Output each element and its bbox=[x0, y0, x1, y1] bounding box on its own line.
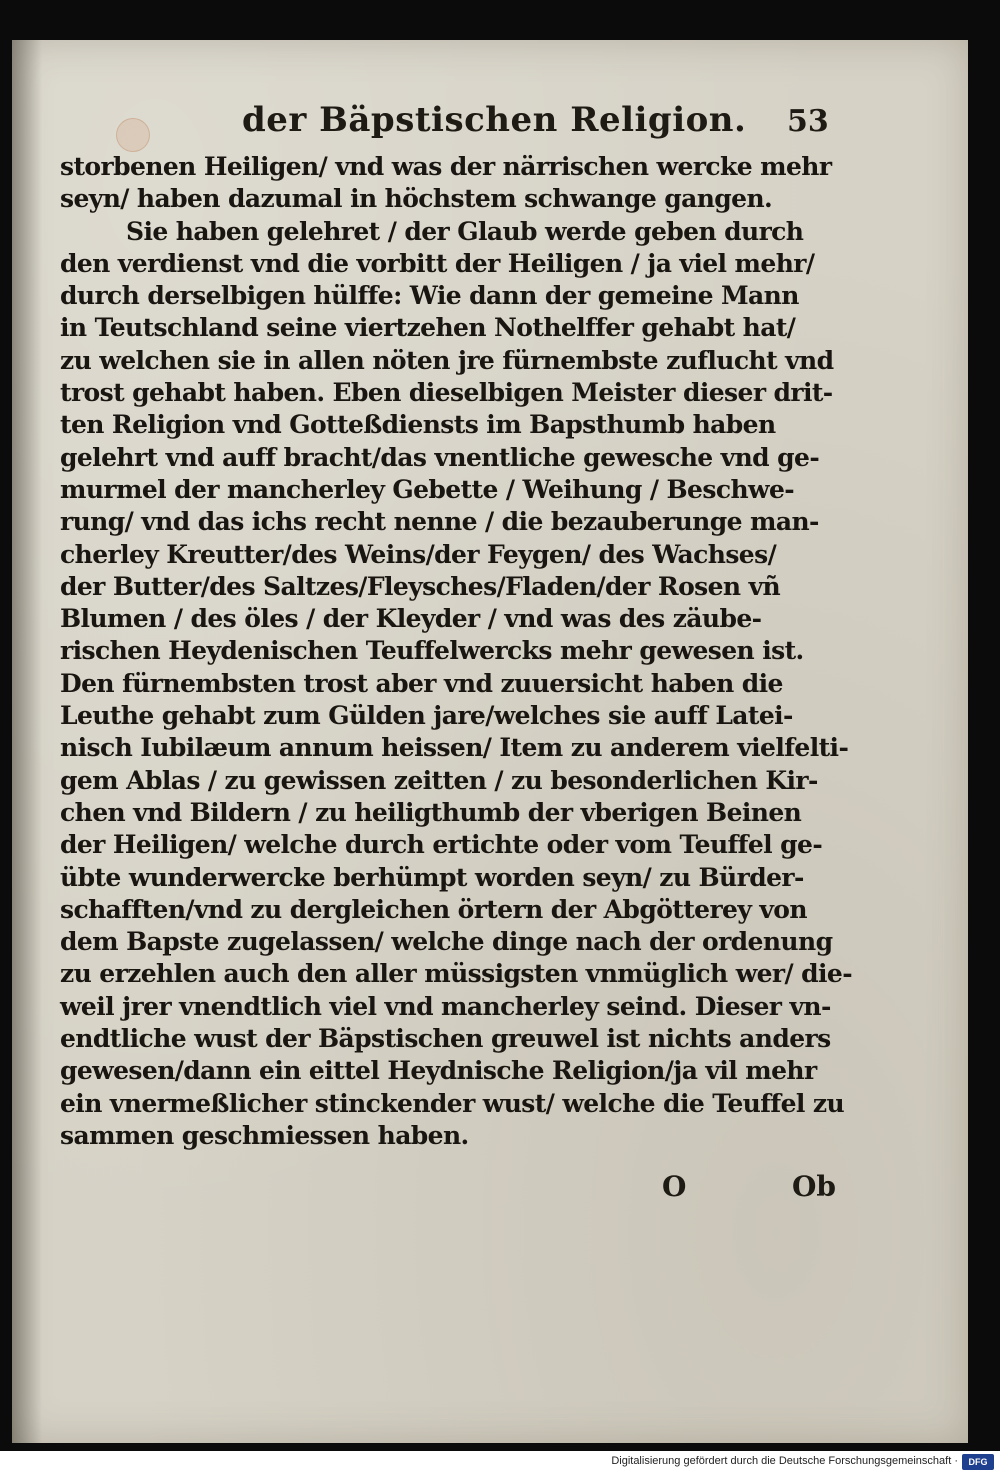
attribution-footer bbox=[0, 1451, 1000, 1474]
text-line: seyn/ haben dazumal in höchstem schwange gangen. bbox=[60, 184, 773, 214]
text-line: den verdienst vnd die vorbitt der Heiligen / ja viel mehr/ bbox=[60, 248, 815, 278]
text-line: Blumen / des öles / der Kleyder / vnd was des zäube- bbox=[60, 604, 762, 634]
text-line: in Teutschland seine viertzehen Nothelffer gehabt hat/ bbox=[60, 313, 796, 343]
text-line: gem Ablas / zu gewissen zeitten / zu besonderlichen Kir- bbox=[60, 765, 818, 795]
text-line: Sie haben gelehret / der Glaub werde geben durch bbox=[126, 216, 804, 246]
text-line: der Heiligen/ welche durch ertichte oder vom Teuffel ge- bbox=[60, 830, 823, 860]
text-line: Leuthe gehabt zum Gülden jare/welches sie auff Latei- bbox=[60, 701, 793, 731]
text-line: ein vnermeßlicher stinckender wust/ welche die Teuffel zu bbox=[60, 1088, 845, 1118]
text-line: cherley Kreutter/des Weins/der Feygen/ des Wachses/ bbox=[60, 539, 777, 569]
text-line: murmel der mancherley Gebette / Weihung / Beschwe- bbox=[60, 474, 795, 504]
page-fold-shadow bbox=[12, 40, 42, 1443]
page-number: 53 bbox=[787, 104, 829, 139]
text-line: ten Religion vnd Gotteßdiensts im Bapsthumb haben bbox=[60, 410, 776, 440]
text-line: storbenen Heiligen/ vnd was der närrischen wercke mehr bbox=[60, 152, 832, 181]
text-line: dem Bapste zugelassen/ welche dinge nach der ordenung bbox=[60, 927, 833, 957]
dfg-logo: DFG bbox=[962, 1454, 994, 1470]
text-line: zu welchen sie in allen nöten jre fürnembste zuflucht vnd bbox=[60, 345, 834, 375]
text-line: sammen geschmiessen haben. bbox=[60, 1120, 469, 1150]
funding-credit: Digitalisierung gefördert durch die Deutsche Forschungsgemeinschaft · bbox=[611, 1455, 958, 1467]
text-line: durch derselbigen hülffe: Wie dann der gemeine Mann bbox=[60, 281, 799, 311]
text-line: trost gehabt haben. Eben dieselbigen Meister dieser drit- bbox=[60, 378, 833, 408]
book-page bbox=[12, 40, 968, 1443]
page-body-text bbox=[60, 151, 850, 1152]
text-line: schafften/vnd zu dergleichen örtern der Abgötterey von bbox=[60, 894, 807, 924]
text-line: rung/ vnd das ichs recht nenne / die bezauberunge man- bbox=[60, 507, 819, 537]
text-line: gewesen/dann ein eittel Heydnische Religion/ja vil mehr bbox=[60, 1056, 817, 1086]
text-line: gelehrt vnd auff bracht/das vnentliche gewesche vnd ge- bbox=[60, 442, 820, 472]
text-line: endtliche wust der Bäpstischen greuwel ist nichts anders bbox=[60, 1024, 831, 1054]
text-line: weil jrer vnendtlich viel vnd mancherley seind. Dieser vn- bbox=[60, 991, 831, 1021]
text-line: Den fürnembsten trost aber vnd zuuersicht haben die bbox=[60, 668, 783, 698]
text-line: zu erzehlen auch den aller müssigsten vnmüglich wer/ die- bbox=[60, 959, 852, 989]
library-stamp-mark bbox=[116, 118, 150, 152]
text-line: rischen Heydenischen Teuffelwercks mehr gewesen ist. bbox=[60, 636, 804, 666]
text-line: nisch Iubilæum annum heissen/ Item zu anderem vielfelti- bbox=[60, 733, 849, 763]
signature-mark: O bbox=[662, 1170, 687, 1203]
running-header: der Bäpstischen Religion. bbox=[242, 100, 747, 140]
text-line: chen vnd Bildern / zu heiligthumb der vberigen Beinen bbox=[60, 797, 802, 827]
text-line: der Butter/des Saltzes/Fleysches/Fladen/der Rosen vñ bbox=[60, 571, 781, 601]
catchword-area bbox=[652, 1170, 852, 1210]
text-line: übte wunderwercke berhümpt worden seyn/ zu Bürder- bbox=[60, 862, 804, 892]
catchword: Ob bbox=[792, 1170, 836, 1203]
